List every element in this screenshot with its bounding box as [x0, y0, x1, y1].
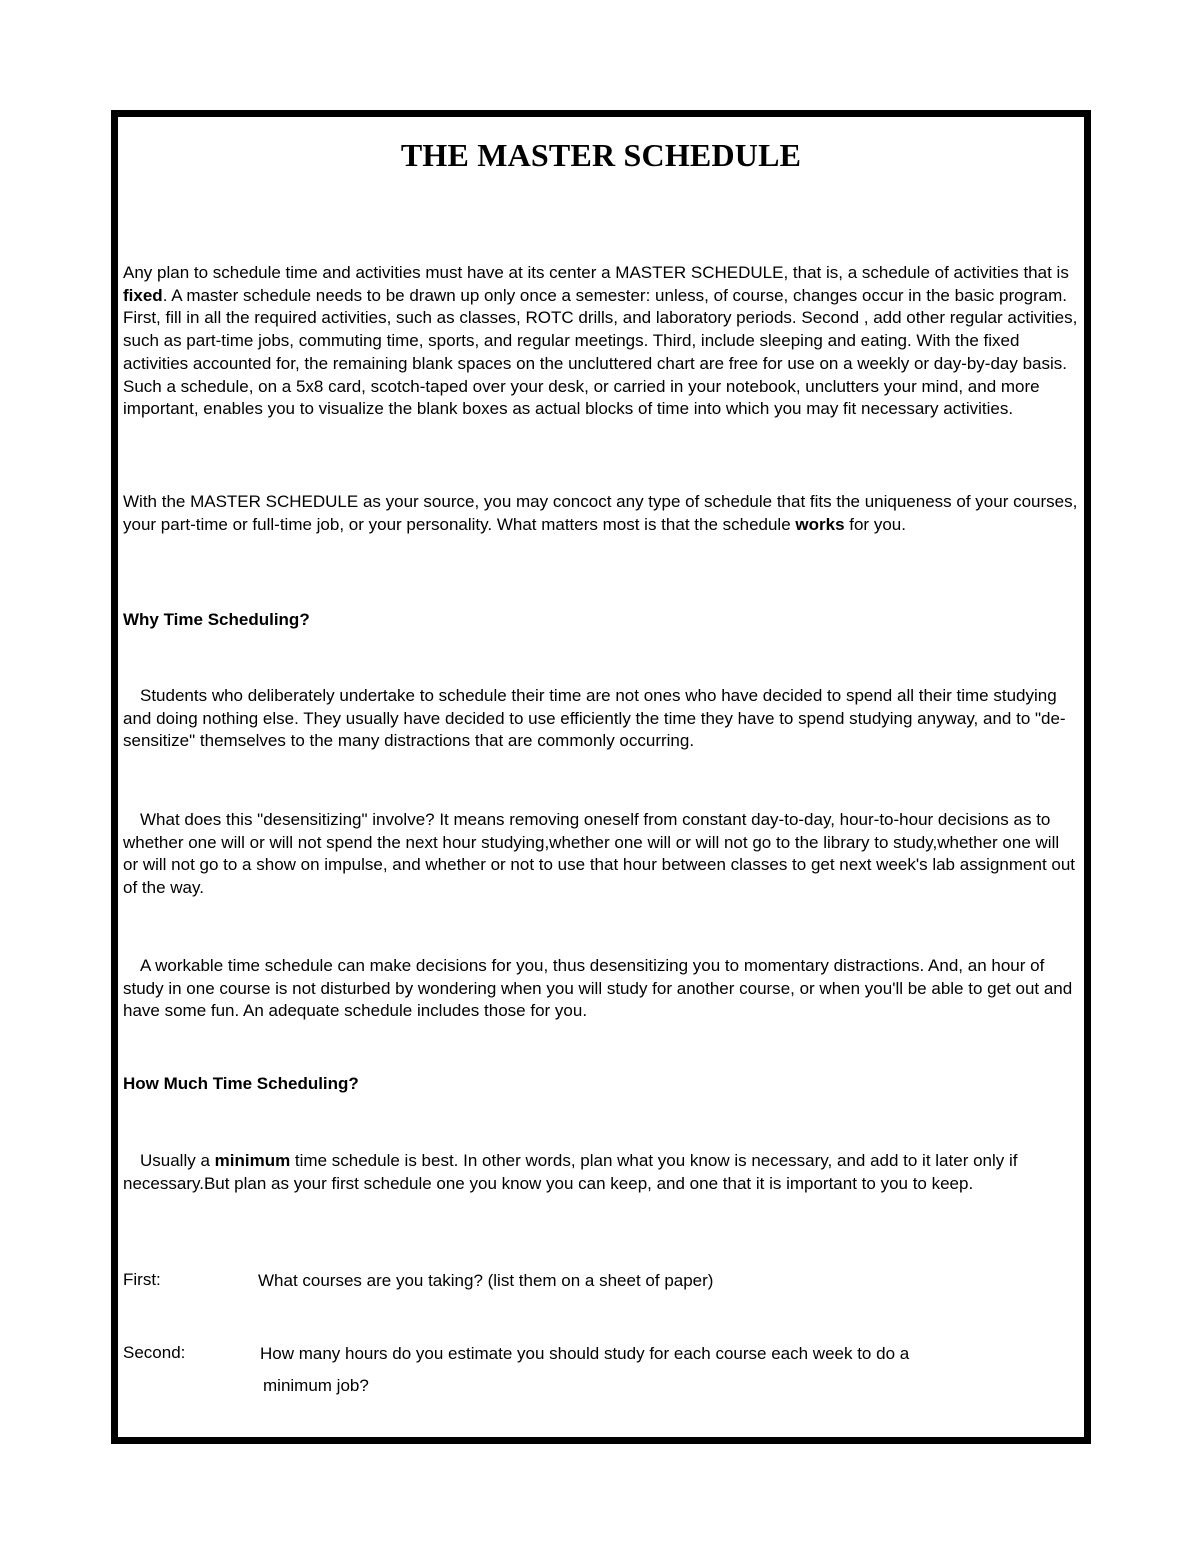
why-paragraph-3-text: A workable time schedule can make decisions for you, thus desensitizing you to momentary distractions. And, an hour of study in one course is not disturbed by wondering when you will study for another course, or when you'll be able to get out and have some fun. An adequate schedule includes those for you. [123, 956, 1073, 1021]
how-paragraph [123, 1150, 1078, 1195]
question-first-text: What courses are you taking? (list them on a sheet of paper) [258, 1271, 714, 1290]
why-paragraph-3 [123, 955, 1078, 1023]
question-second-label: Second: [123, 1343, 186, 1362]
intro-text-part2: . A master schedule needs to be drawn up only once a semester: unless, of course, changes occur in the basic program. First, fill in all the required activities, such as classes, ROTC drills, and laboratory periods. Second , add other regular activities, such as part-time jobs, commuting time, sports, and regular meetings. Third, include sleeping and eating. With the fixed activities accounted for, the remaining blank spaces on the uncluttered chart are free for use on a weekly or day-by-day basis. Such a schedule, on a 5x8 card, scotch-taped over your desk, or carried in your notebook, unclutters your mind, and more important, enables you to visualize the blank boxes as actual blocks of time into which you may fit necessary activities. [123, 285, 1078, 419]
why-paragraph-1 [123, 685, 1078, 753]
how-text-part1: Usually a [140, 1151, 215, 1170]
how-text-bold: minimum [214, 1151, 291, 1170]
intro-text-bold: fixed [123, 285, 163, 305]
why-heading: Why Time Scheduling? [123, 610, 310, 629]
question-second-text: How many hours do you estimate you should study for each course each week to do a [260, 1344, 910, 1363]
source-text-part2: for you. [844, 514, 906, 534]
intro-text-part1: Any plan to schedule time and activities must have at its center a MASTER SCHEDULE, that is, a schedule of activities that is [123, 263, 1069, 282]
source-text-bold: works [795, 514, 845, 534]
how-heading: How Much Time Scheduling? [123, 1074, 359, 1093]
why-paragraph-1-text: Students who deliberately undertake to schedule their time are not ones who have decided to spend all their time studying and doing nothing else. They usually have decided to use efficiently the time they have to spend studying anyway, and to "de-sensitize" themselves to the many distractions that are commonly occurring. [123, 686, 1066, 751]
why-paragraph-2-text: What does this "desensitizing" involve? It means removing oneself from constant day-to-day, hour-to-hour decisions as to whether one will or will not spend the next hour studying,whether one will or will not go to the library to study,whether one will or will not go to a show on impulse, and whether or not to use that hour between classes to get next week's lab assignment out of the way. [123, 810, 1076, 898]
source-paragraph [123, 491, 1078, 536]
document-title: THE MASTER SCHEDULE [400, 137, 802, 173]
question-first-label: First: [123, 1270, 161, 1289]
source-text-part1: With the MASTER SCHEDULE as your source, you may concoct any type of schedule that fits the uniqueness of your courses, your part-time or full-time job, or your personality. What matters most is that the schedule [123, 492, 1078, 534]
question-second-continuation: minimum job? [263, 1376, 369, 1395]
how-text-part2: time schedule is best. In other words, plan what you know is necessary, and add to it later only if necessary.But plan as your first schedule one you know you can keep, and one that it is important to you to keep. [123, 1151, 1018, 1193]
page-frame [111, 110, 1091, 1444]
intro-paragraph [123, 262, 1078, 421]
why-paragraph-2 [123, 809, 1078, 900]
